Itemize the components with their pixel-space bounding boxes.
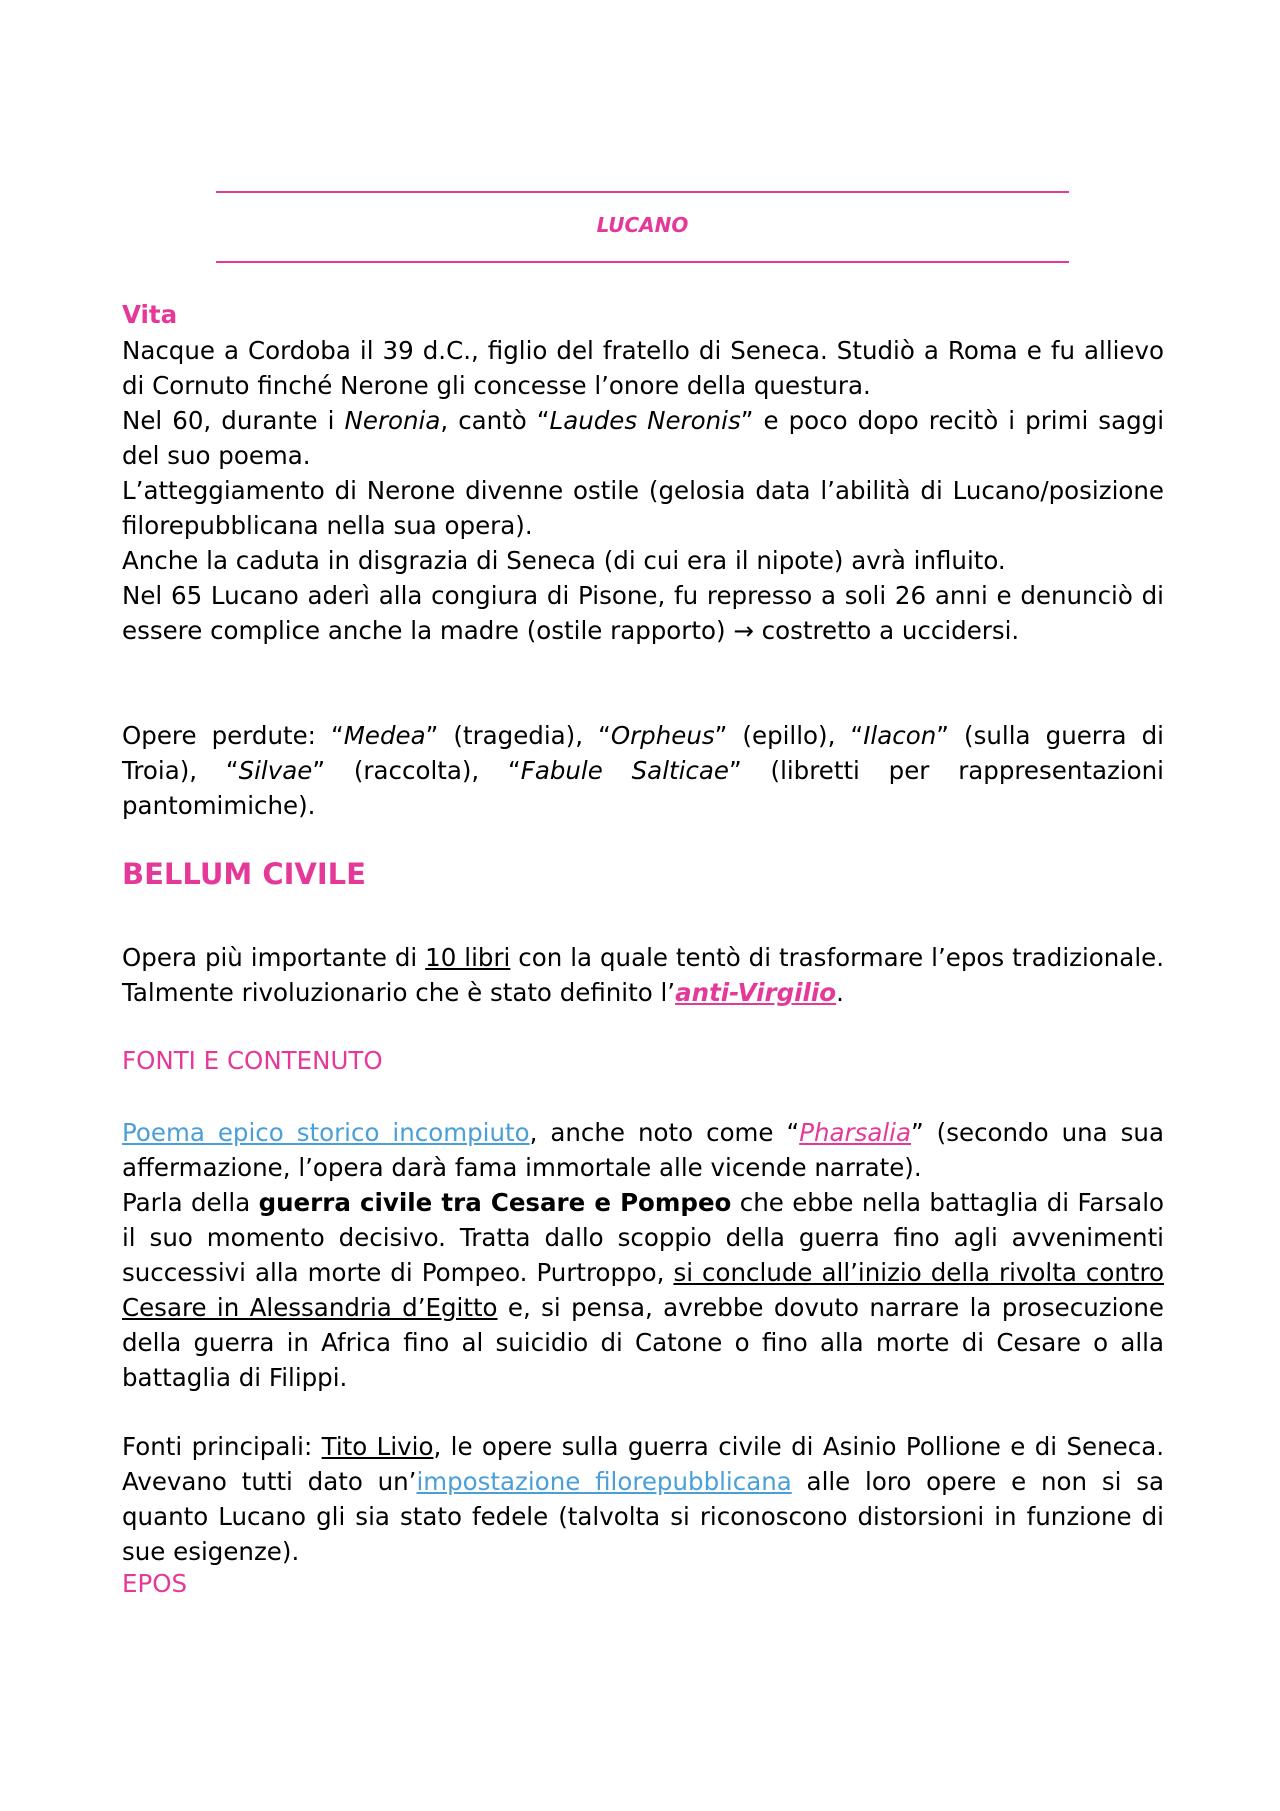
fonti-body: [122, 1115, 1164, 1395]
opere-perdute: [122, 718, 1164, 823]
neronia-term: Neronia: [344, 406, 441, 435]
poema-epico-link[interactable]: Poema epico storico incompiuto: [122, 1118, 530, 1147]
arrow-right-icon: →: [733, 616, 754, 645]
bellum-intro: [122, 940, 1164, 1010]
anti-virgilio-term: anti-Virgilio: [675, 978, 837, 1007]
page-title: LUCANO: [596, 213, 689, 237]
vita-paragraph-5: Nel 65 Lucano aderì alla congiura di Pisone, fu represso a soli 26 anni e denunciò di essere complice anche la madre (ostile rapporto) → costretto a uccidersi.: [122, 581, 1164, 645]
fonti-principali: [122, 1429, 1164, 1569]
vita-paragraph-3: L’atteggiamento di Nerone divenne ostile (gelosia data l’abilità di Lucano/posizione filorepubblicana nella sua opera).: [122, 476, 1164, 540]
vita-paragraph-1: Nacque a Cordoba il 39 d.C., figlio del fratello di Seneca. Studiò a Roma e fu allievo di Cornuto finché Nerone gli concesse l’onore della questura.: [122, 336, 1164, 400]
conclusione-underline: si conclude all’inizio della rivolta contro Cesare in Alessandria d’Egitto: [122, 1258, 1164, 1322]
pharsalia-term: Pharsalia: [799, 1118, 911, 1147]
fonti-paragraph-2: Parla della guerra civile tra Cesare e Pompeo che ebbe nella battaglia di Farsalo il suo momento decisivo. Tratta dallo scoppio della guerra fino agli avvenimenti successivi alla morte di Pompeo. Purtroppo, si conclude all’inizio della rivolta contro Cesare in Alessandria d’Egitto e, si pensa, avrebbe dovuto narrare la prosecuzione della guerra in Africa fino al suicidio di Catone o fino alla morte di Cesare o alla battaglia di Filippi.: [122, 1188, 1164, 1392]
section-heading-vita: Vita: [122, 300, 178, 329]
libri-count: 10 libri: [425, 943, 511, 972]
vita-body: [122, 333, 1164, 648]
title-rule-bottom: [216, 261, 1069, 263]
section-heading-bellum-civile: BELLUM CIVILE: [122, 857, 366, 891]
title-rule-top: [216, 191, 1069, 193]
opere-paragraph: Opere perdute: “Medea” (tragedia), “Orpheus” (epillo), “Ilacon” (sulla guerra di Troia), “Silvae” (raccolta), “Fabule Salticae” (libretti per rappresentazioni pantomimiche).: [122, 721, 1164, 820]
tito-livio: Tito Livio: [321, 1432, 434, 1461]
impostazione-link[interactable]: impostazione filorepubblicana: [416, 1467, 792, 1496]
section-heading-fonti: FONTI E CONTENUTO: [122, 1046, 383, 1075]
fonti-paragraph-1: Poema epico storico incompiuto, anche noto come “Pharsalia” (secondo una sua affermazione, l’opera darà fama immortale alle vicende narrate).: [122, 1118, 1164, 1182]
vita-paragraph-4: Anche la caduta in disgrazia di Seneca (di cui era il nipote) avrà influito.: [122, 546, 1006, 575]
vita-paragraph-2: Nel 60, durante i Neronia, cantò “Laudes Neronis” e poco dopo recitò i primi saggi del suo poema.: [122, 406, 1164, 470]
laudes-neronis-term: Laudes Neronis: [549, 406, 741, 435]
fonti-paragraph-3: Fonti principali: Tito Livio, le opere sulla guerra civile di Asinio Pollione e di Seneca. Avevano tutti dato un’impostazione filorepubblicana alle loro opere e non si sa quanto Lucano gli sia stato fedele (talvolta si riconoscono distorsioni in funzione di sue esigenze).: [122, 1432, 1164, 1566]
bellum-intro-paragraph: Opera più importante di 10 libri con la quale tentò di trasformare l’epos tradizionale. Talmente rivoluzionario che è stato definito l’anti-Virgilio.: [122, 943, 1164, 1007]
section-heading-epos: EPOS: [122, 1569, 188, 1598]
guerra-civile-bold: guerra civile tra Cesare e Pompeo: [258, 1188, 732, 1217]
